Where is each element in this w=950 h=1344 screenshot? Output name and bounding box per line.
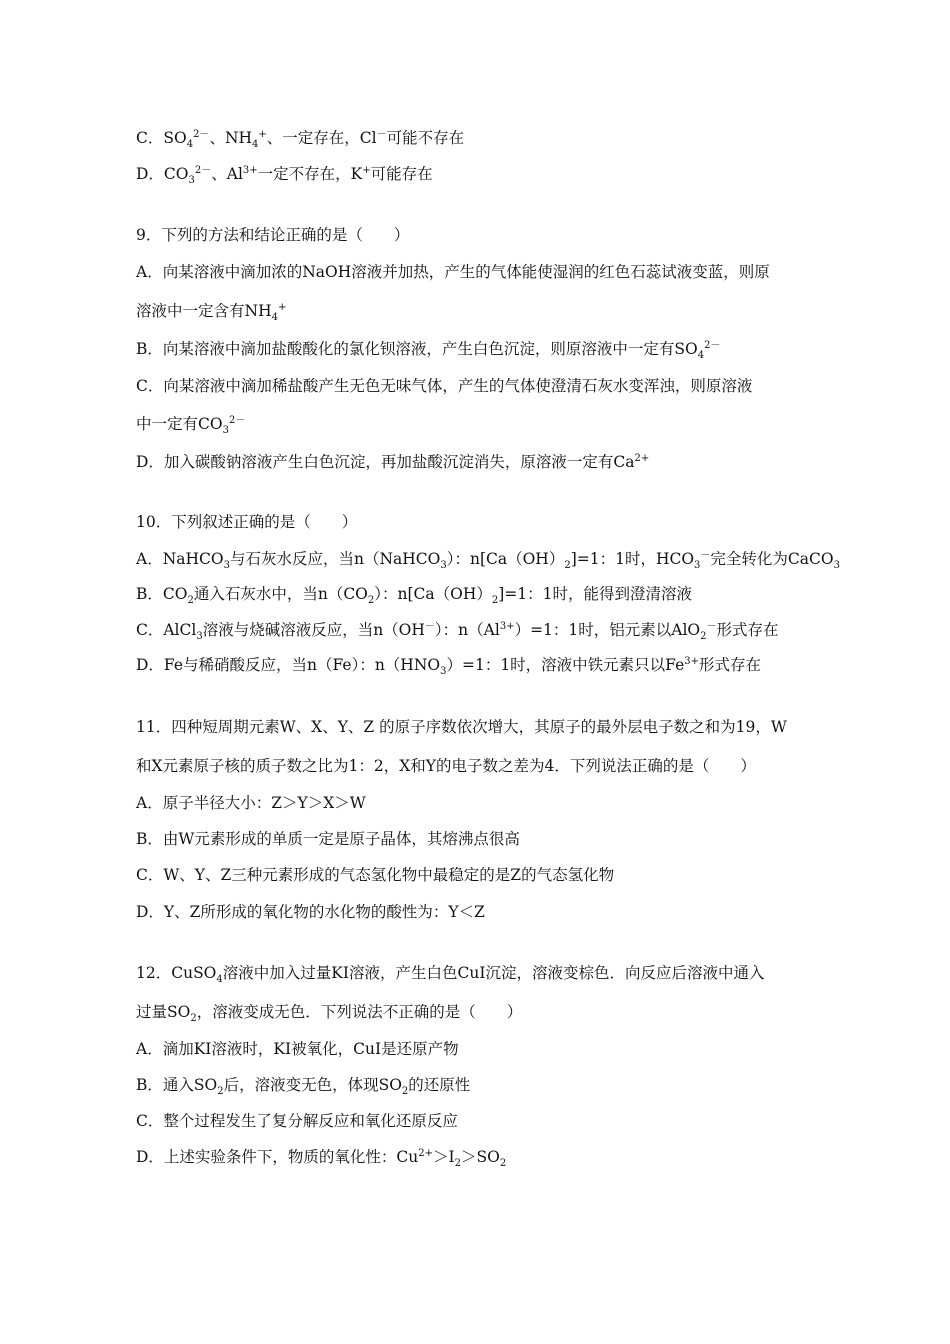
q8-option-d: D．$CO_3^{2-}$、$Al^{3+}$一定不存在，K+可能存在	[136, 164, 433, 187]
q10-option-d: D．Fe与稀硝酸反应，当n（Fe）：$n(HNO_3)=1$：1时，溶液中铁元素只以$Fe^{3+}$形式存在	[136, 655, 762, 678]
q9-stem: 9．下列的方法和结论正确的是（ ）	[136, 226, 410, 244]
q11-option-a: A．原子半径大小：Z＞Y＞X＞W	[136, 794, 366, 812]
q12-option-a: A．滴加KI溶液时，KI被氧化，CuI是还原产物	[136, 1040, 459, 1058]
q11-option-d: D．Y、Z所形成的氧化物的水化物的酸性为：Y＜Z	[136, 903, 485, 921]
q9-option-c-line1: C．向某溶液中滴加稀盐酸产生无色无味气体，产生的气体使澄清石灰水变浑浊，则原溶液	[136, 377, 753, 395]
q12-option-c: C．整个过程发生了复分解反应和氧化还原反应	[136, 1112, 458, 1130]
q8-option-c: C．$SO_4^{2-}$、$NH_4^+$、一定存在，Cl－可能不存在	[136, 128, 465, 151]
q9-option-a-line1: A．向某溶液中滴加浓的NaOH溶液并加热，产生的气体能使湿润的红色石蕊试液变蓝，则原	[136, 263, 770, 281]
q9-option-c-line2: 中一定有$CO_3^{2-}$	[136, 414, 246, 437]
q11-stem-line1: 11．四种短周期元素W、X、Y、Z 的原子序数依次增大，其原子的最外层电子数之和为19，W	[136, 718, 787, 736]
q11-stem-line2: 和X元素原子核的质子数之比为1：2，X和Y的电子数之差为4．下列说法正确的是（ ）	[136, 757, 756, 775]
q12-stem-line2: 过量$SO_2$，溶液变成无色．下列说法不正确的是（ ）	[136, 1003, 523, 1025]
q11-option-c: C．W、Y、Z三种元素形成的气态氢化物中最稳定的是Z的气态氢化物	[136, 866, 615, 884]
q12-option-d: D．上述实验条件下，物质的氧化性：$Cu^{2+}>I_2>SO_2$	[136, 1147, 507, 1170]
q10-stem: 10．下列叙述正确的是（ ）	[136, 513, 358, 531]
q10-option-a: A．NaHCO$_3$与石灰水反应，当n（NaHCO$_3$）：$n[Ca(OH)_2]=1$：1时，$HCO_3^-$完全转化为CaCO$_3$	[136, 549, 840, 572]
q12-stem-line1: 12．CuSO$_4$溶液中加入过量KI溶液，产生白色CuI沉淀，溶液变棕色．向反应后溶液中通入	[136, 964, 765, 986]
q10-option-b: B．$CO_2$通入石灰水中，当$n(CO_2)$：$n[Ca(OH)_2]=1$：1时，能得到澄清溶液	[136, 585, 693, 607]
q9-option-a-line2: 溶液中一定含有$NH_4^+$	[136, 301, 287, 324]
q11-option-b: B．由W元素形成的单质一定是原子晶体，其熔沸点很高	[136, 830, 520, 848]
q9-option-d: D．加入碳酸钠溶液产生白色沉淀，再加盐酸沉淀消失，原溶液一定有$Ca^{2+}$	[136, 452, 650, 471]
q9-option-b: B．向某溶液中滴加盐酸酸化的氯化钡溶液，产生白色沉淀，则原溶液中一定有$SO_4^{2-}$	[136, 339, 721, 362]
q12-option-b: B．通入$SO_2$后，溶液变无色，体现$SO_2$的还原性	[136, 1076, 471, 1098]
q10-option-c: C．AlCl$_3$溶液与烧碱溶液反应，当n（OH－）：$n(Al^{3+})=1$：1时，铝元素以AlO$_2$－形式存在	[136, 620, 779, 643]
